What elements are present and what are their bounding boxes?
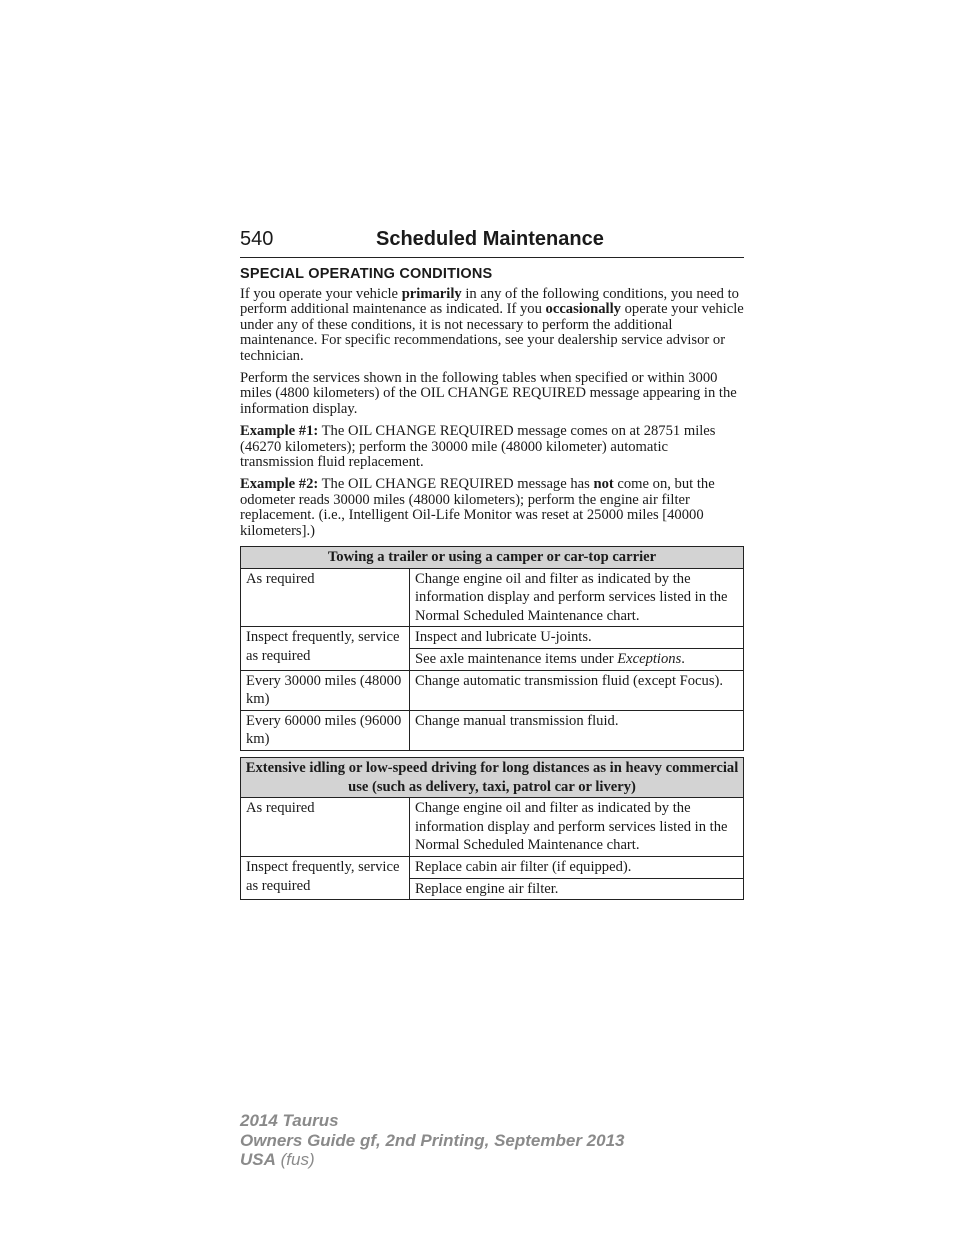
service-cell: Change automatic transmission fluid (except Focus).	[410, 670, 744, 710]
text: (fus)	[275, 1150, 315, 1169]
text: The OIL CHANGE REQUIRED message has	[318, 476, 594, 493]
page-footer	[240, 1111, 624, 1170]
chapter-title: Scheduled Maintenance	[376, 228, 604, 250]
interval-cell: As required	[241, 798, 410, 857]
exceptions-reference: Exceptions	[617, 651, 682, 668]
text: operate your vehicle under any of these conditions, it is not necessary to perform the additional maintenance. For specific recommendations, see your dealership service advisor or technician.	[240, 301, 744, 364]
text: The OIL CHANGE REQUIRED message comes on at 28751 miles (46270 kilometers); perform the 30000 mile (48000 kilometer) automatic transmission fluid replacement.	[240, 423, 716, 471]
text: USA	[240, 1150, 276, 1169]
example-2	[240, 477, 744, 539]
emphasis: primarily	[401, 286, 462, 302]
table-title: Extensive idling or low-speed driving for long distances as in heavy commercial use (such as delivery, taxi, patrol car or livery)	[241, 758, 744, 798]
service-cell: Replace engine air filter.	[410, 878, 744, 900]
service-cell: Inspect and lubricate U-joints.	[410, 627, 744, 649]
page-content	[240, 228, 744, 900]
text: .	[681, 651, 685, 668]
page-header	[240, 228, 744, 258]
table-row	[241, 627, 744, 649]
table-row	[241, 857, 744, 879]
interval-cell: Every 30000 miles (48000 km)	[241, 670, 410, 710]
idling-table	[240, 757, 744, 900]
footer-edition: Owners Guide gf, 2nd Printing, September 2013	[240, 1130, 625, 1150]
page-number: 540	[240, 228, 274, 250]
table-row	[241, 798, 744, 857]
tables-paragraph: Perform the services shown in the following tables when specified or within 3000 miles (4800 kilometers) of the OIL CHANGE REQUIRED message appearing in the information display.	[240, 370, 737, 417]
interval-cell: Inspect frequently, service as required	[241, 857, 410, 900]
table-header-row	[241, 758, 744, 798]
emphasis: occasionally	[545, 301, 621, 318]
footer-region	[240, 1150, 624, 1170]
table-row	[241, 670, 744, 710]
table-row	[241, 568, 744, 627]
section-title: SPECIAL OPERATING CONDITIONS	[240, 266, 493, 282]
footer-model: 2014 Taurus	[240, 1111, 339, 1130]
text: If you operate your vehicle	[240, 286, 402, 302]
interval-cell: As required	[241, 568, 410, 627]
example-1	[240, 424, 744, 470]
text: in any of the following conditions, you need to perform additional maintenance as indicated. If you	[240, 286, 739, 318]
text: See axle maintenance items under	[415, 651, 618, 668]
service-cell: Change engine oil and filter as indicated by the information display and perform services listed in the Normal Scheduled Maintenance chart.	[410, 568, 744, 627]
emphasis: not	[593, 476, 614, 493]
intro-paragraph	[240, 287, 744, 364]
text: come on, but the odometer reads 30000 miles (48000 kilometers); perform the engine air filter replacement. (i.e., Intelligent Oil-Life Monitor was reset at 25000 miles [40000 kilometers].)	[240, 476, 715, 539]
table-header-row	[241, 547, 744, 569]
table-row	[241, 710, 744, 750]
service-cell	[410, 649, 744, 671]
service-cell: Change engine oil and filter as indicated by the information display and perform services listed in the Normal Scheduled Maintenance chart.	[410, 798, 744, 857]
table-title: Towing a trailer or using a camper or car-top carrier	[241, 547, 744, 569]
example-label: Example #2:	[240, 476, 319, 493]
example-label: Example #1:	[240, 423, 319, 440]
towing-table	[240, 546, 744, 751]
interval-cell: Every 60000 miles (96000 km)	[241, 710, 410, 750]
service-cell: Replace cabin air filter (if equipped).	[410, 857, 744, 879]
interval-cell: Inspect frequently, service as required	[241, 627, 410, 670]
service-cell: Change manual transmission fluid.	[410, 710, 744, 750]
